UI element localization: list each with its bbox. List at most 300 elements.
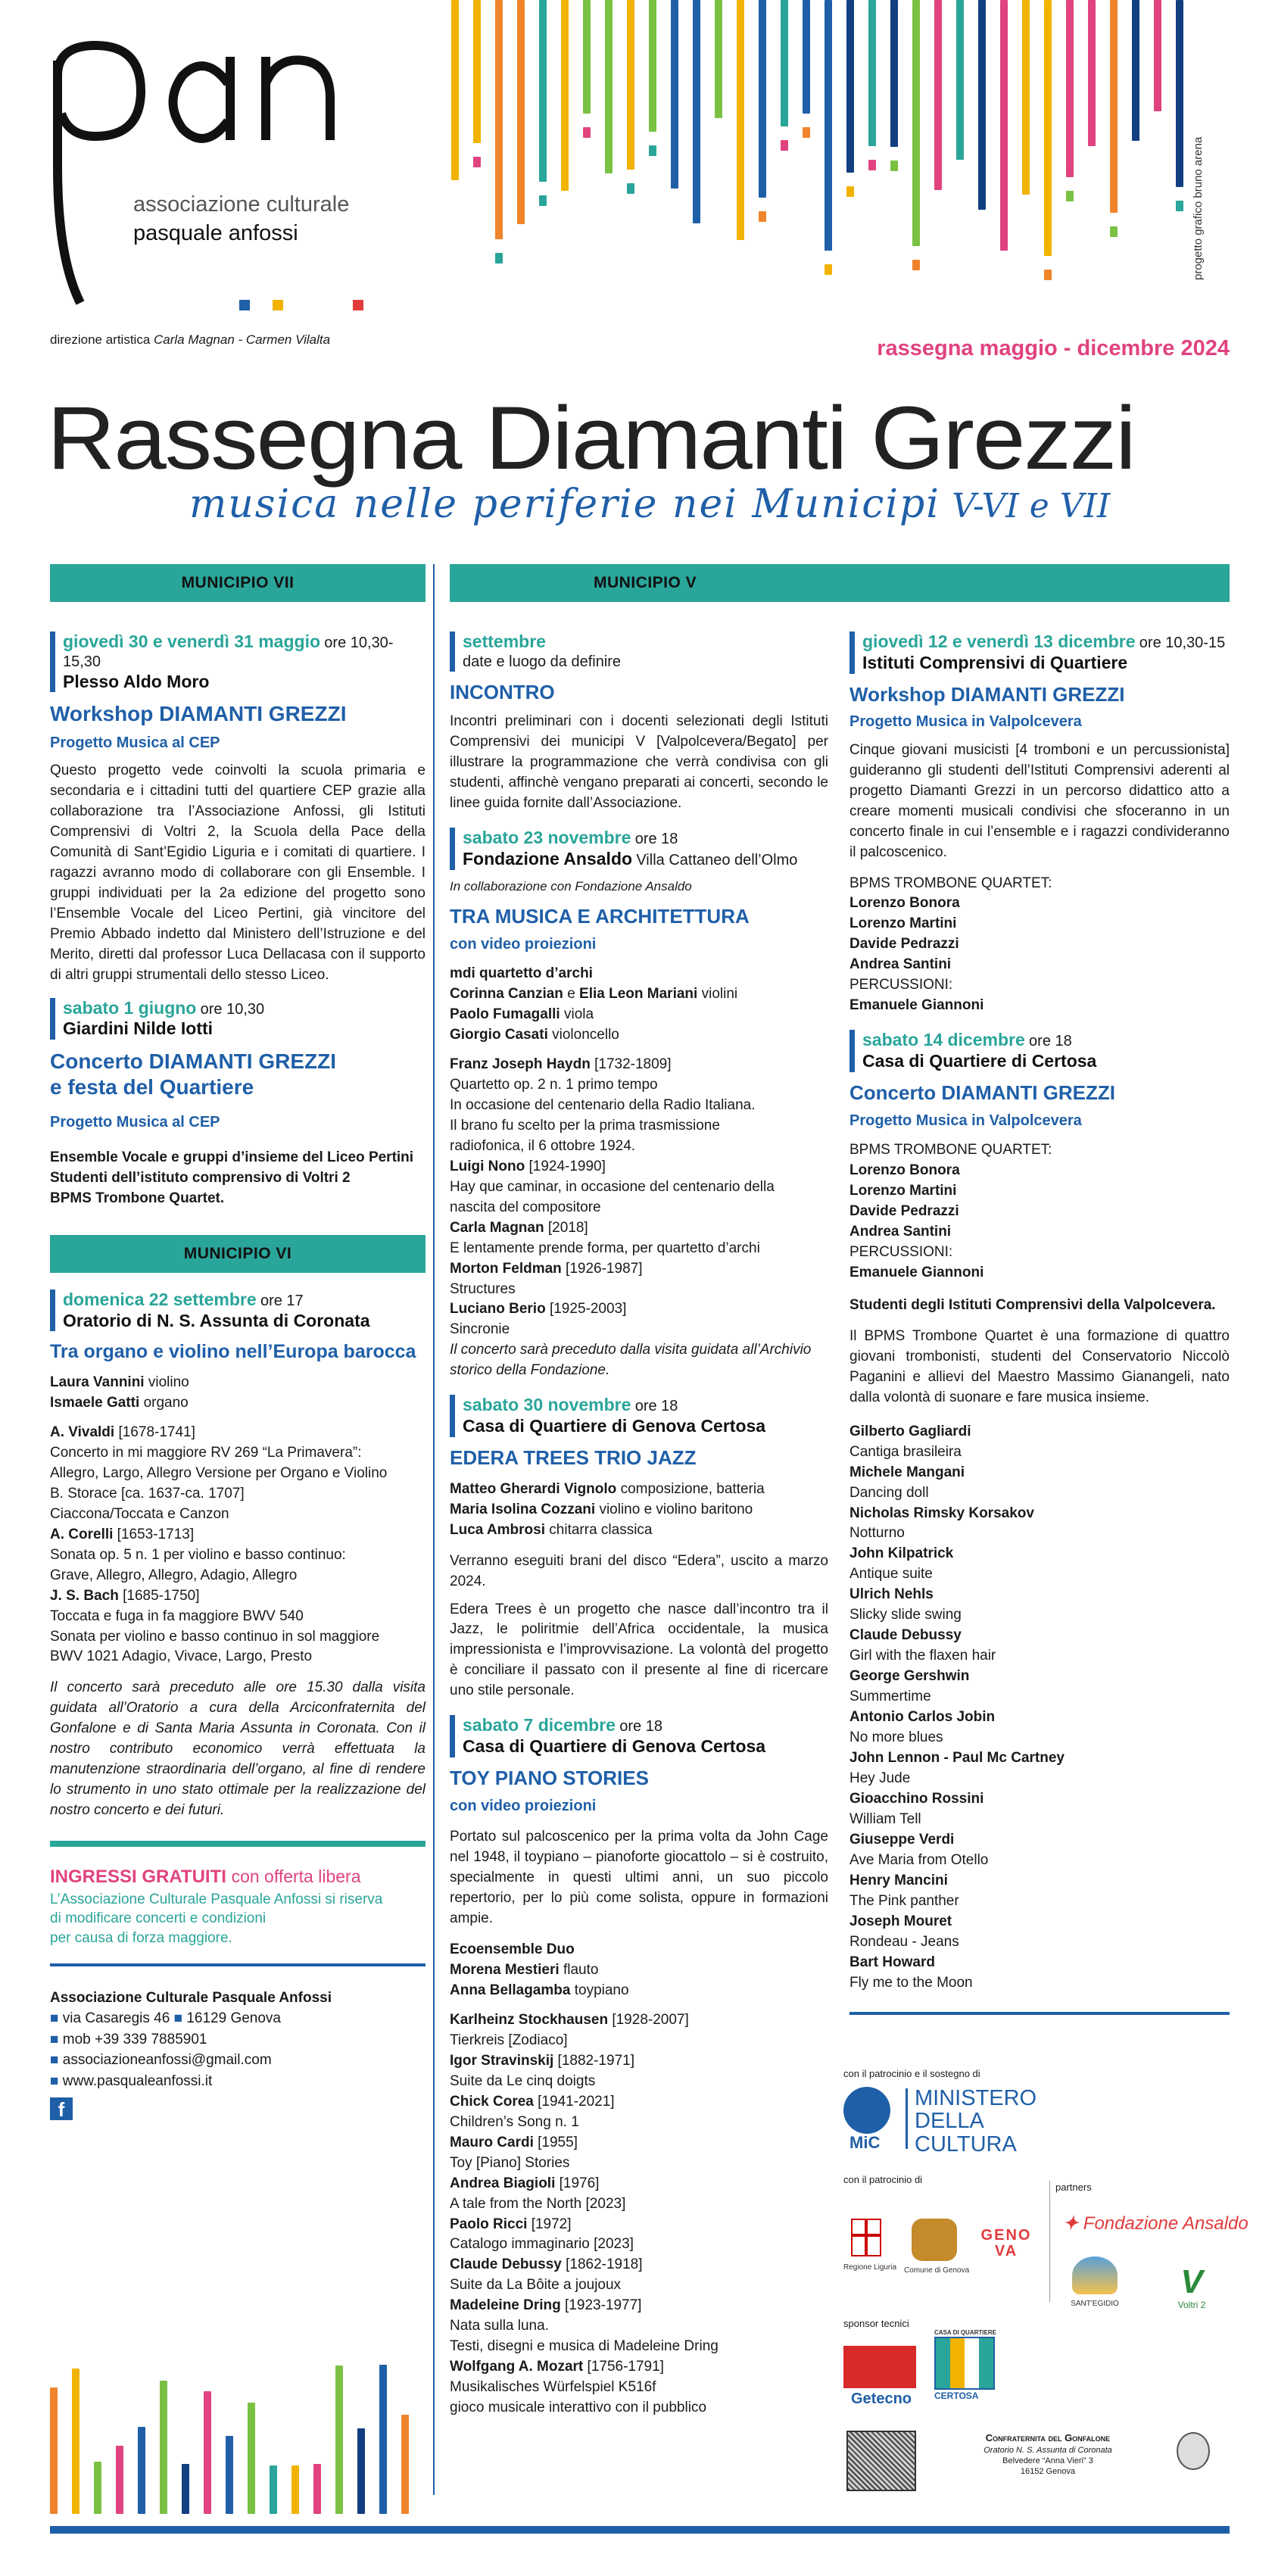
right-column	[849, 621, 1230, 2015]
decorative-stripe	[517, 0, 525, 224]
list-item: Hey Jude	[849, 1770, 911, 1787]
decorative-stripe	[204, 2391, 211, 2514]
composer-name: Lorenzo Bonora	[849, 1162, 960, 1178]
list-item	[849, 893, 1230, 914]
list-item: William Tell	[849, 1811, 921, 1828]
event-toypiano-title: TOY PIANO STORIES	[450, 1766, 649, 1789]
sponsors-divider	[849, 2012, 1230, 2015]
decorative-dot	[890, 161, 898, 171]
composer-years: [1925-2003]	[545, 1301, 627, 1318]
list-item	[450, 2357, 828, 2378]
event-toypiano-text: Portato sul palcoscenico per la prima volta da John Cage nel 1948, il toypiano – pianoforte giocattolo – si è costruito, specialmente in questi ultimi anni, un suo piccolo repertorio, per lo più come solista, oppure in formazioni ampie.	[450, 1829, 828, 1926]
divider-contact	[50, 1963, 426, 1966]
composer-name: Gilberto Gagliardi	[849, 1423, 971, 1439]
fondazione-ansaldo-logo: ✦ Fondazione Ansaldo	[1063, 2213, 1249, 2234]
left-column	[50, 621, 426, 2120]
composer-name: Igor Stravinskij	[450, 2052, 554, 2069]
composer-name: John Kilpatrick	[849, 1545, 954, 1562]
composer-name: Carla Magnan	[450, 1219, 544, 1236]
org-line1: associazione culturale	[133, 192, 350, 217]
event-concerto-certosa-students: Studenti degli Istituti Comprensivi della Valpolcevera.	[849, 1296, 1216, 1313]
decorative-dot	[649, 145, 656, 156]
list-item	[849, 1748, 1230, 1769]
list-item: radiofonica, il 6 ottobre 1924.	[450, 1137, 636, 1154]
event-incontro-title: INCONTRO	[450, 680, 555, 703]
composer-name: Mauro Cardi	[450, 2134, 534, 2150]
composer-name: Joseph Mouret	[849, 1913, 952, 1929]
decorative-dot	[473, 157, 481, 167]
decorative-stripe	[539, 0, 547, 182]
event-workshop-cep-text: Questo progetto vede coinvolti la scuola primaria e secondaria e i cittadini tutti del quartiere CEP grazie alla collaborazione tra l’Associazione Anfossi, gli Istituti Comprensivi di Voltri 2, la Scuola della Pace della Comunità di Sant’Egidio Liguria e i comitati di quartiere. I ragazzi avranno modo di collaborare con gli Ensemble. I gruppi individuati per la 2a edizione del progetto sono l’Ensemble Vocale del Liceo Pertini, già vincitore del Premio Abbado indetto dal Ministero dell’Istruzione e del Merito, diretti dal professor Luca Dellacasa con il supporto di altri gruppi strumentali dello stesso Liceo.	[50, 762, 426, 983]
list-item: Toccata e fuga in fa maggiore BWV 540	[50, 1608, 304, 1624]
event-workshop-cep-sub: Progetto Musica al CEP	[50, 734, 220, 751]
list-item: No more blues	[849, 1729, 943, 1746]
decorative-stripe	[335, 2365, 343, 2514]
composer-name: Bart Howard	[849, 1954, 935, 1970]
list-item: Musikalisches Würfelspiel K516f	[450, 2379, 656, 2396]
decorative-stripe	[1132, 0, 1139, 141]
list-item: Sonata per violino e basso continuo in sol maggiore	[50, 1628, 380, 1645]
list-item	[849, 1161, 1230, 1181]
list-item	[450, 1259, 828, 1280]
decorative-stripe	[94, 2462, 101, 2514]
decorative-stripe	[649, 0, 656, 132]
composer-years: [1756-1791]	[583, 2359, 664, 2375]
middle-column	[450, 621, 828, 2419]
event-organo-program	[50, 1423, 426, 1668]
email-link[interactable]: associazioneanfossi@gmail.com	[62, 2052, 272, 2069]
list-item: nascita del compositore	[450, 1199, 601, 1215]
header-stripes	[451, 0, 1208, 318]
list-item: Cantiga brasileira	[849, 1443, 962, 1460]
decorative-stripe	[737, 0, 744, 240]
list-item	[849, 1544, 1230, 1564]
decorative-stripe	[1066, 0, 1074, 177]
footer-stripes	[50, 2332, 426, 2514]
subtitle-end: V-VI e VII	[952, 487, 1111, 525]
decorative-stripe	[693, 0, 700, 223]
event-architettura-note: Il concerto sarà preceduto dalla visita guidata all’Archivio storico della Fondazione.	[450, 1342, 812, 1379]
list-item: gioco musicale interattivo con il pubblico	[450, 2400, 707, 2416]
list-item	[849, 1222, 1230, 1243]
list-item	[849, 1626, 1230, 1646]
event-toypiano-program	[450, 2010, 828, 2419]
decorative-stripe	[357, 2428, 365, 2514]
list-item: Summertime	[849, 1689, 931, 1705]
decorative-stripe	[890, 0, 898, 147]
composer-name: Luigi Nono	[450, 1158, 525, 1174]
list-item: Sonata op. 5 n. 1 per violino e basso continuo:	[50, 1546, 346, 1563]
decorative-stripe	[495, 0, 503, 239]
list-item: Nata sulla luna.	[450, 2318, 549, 2334]
decorative-stripe	[72, 2369, 79, 2514]
composer-years: [1862-1918]	[561, 2256, 643, 2273]
footer-rule	[50, 2526, 1230, 2534]
composer-name: Karlheinz Stockhausen	[450, 2011, 609, 2028]
list-item: E lentamente prende forma, per quartetto d’archi	[450, 1240, 760, 1256]
event-workshop-cep-date: giovedì 30 e venerdì 31 maggio ore 10,30-15,30 Plesso Aldo Moro	[50, 632, 426, 692]
composer-years: [1678-1741]	[114, 1424, 195, 1440]
event-workshop-cep-title: Workshop DIAMANTI GREZZI	[50, 702, 347, 726]
event-concerto-certosa-performers	[849, 1140, 1230, 1283]
decorative-stripe	[1088, 0, 1096, 146]
decorative-stripe	[605, 0, 613, 173]
event-architettura-program	[450, 1055, 828, 1341]
decorative-dot	[1176, 201, 1183, 211]
phone-link[interactable]: mob +39 339 7885901	[62, 2031, 207, 2047]
event-workshop-valpolcevera-text: Cinque giovani musicisti [4 tromboni e un percussionista] guideranno gli studenti dell’Istituti Comprensivi aderenti al progetto Diamanti Grezzi in un percorso didattico atto a creare momenti musicali condivisi che sfoceranno in un concerto finale in cui l’ensemble e i ragazzi condivideranno il palcoscenico.	[849, 741, 1230, 860]
event-edera-performers: Matteo Gherardi Vignolo composizione, batteria Maria Isolina Cozzani violino e violino baritono Luca Ambrosi chitarra classica	[450, 1480, 765, 1538]
event-edera-date: sabato 30 novembre ore 18 Casa di Quartiere di Genova Certosa	[450, 1395, 828, 1437]
composer-name: J. S. Bach	[50, 1587, 119, 1604]
decorative-stripe	[1110, 0, 1118, 213]
list-item: Children’s Song n. 1	[450, 2113, 579, 2130]
list-item	[450, 2010, 828, 2031]
pan-logo-mark	[50, 30, 376, 318]
list-item	[450, 2296, 828, 2316]
list-item: Tierkreis [Zodiaco]	[450, 2032, 568, 2048]
list-item	[849, 1667, 1230, 1687]
event-workshop-valpolcevera-sub: Progetto Musica in Valpolcevera	[849, 713, 1082, 731]
confraternita-emblem	[1177, 2432, 1210, 2470]
list-item	[849, 914, 1230, 934]
decorative-stripe	[1154, 0, 1161, 111]
list-item	[450, 2092, 828, 2113]
santegidio-logo: SANT'EGIDIO	[1057, 2256, 1133, 2309]
list-item	[450, 2051, 828, 2072]
list-item	[450, 1299, 828, 1320]
list-item: PERCUSSIONI:	[849, 1243, 953, 1260]
event-architettura-sub: con video proiezioni	[450, 935, 597, 953]
main-title: Rassegna Diamanti Grezzi	[47, 388, 1135, 488]
event-organo-performers: Laura Vannini violino Ismaele Gatti organo	[50, 1374, 189, 1411]
free-entry: INGRESSI GRATUITI con offerta libera L’Associazione Culturale Pasquale Anfossi si riserva di modificare concerti e condizioni per causa di forza maggiore.	[50, 1867, 383, 1946]
decorative-stripe	[248, 2403, 255, 2514]
patrocinio-label: con il patrocinio di	[843, 2174, 923, 2185]
list-item	[450, 1218, 828, 1239]
decorative-stripe	[956, 0, 964, 160]
composer-years: [1928-2007]	[608, 2011, 689, 2028]
list-item: A tale from the North [2023]	[450, 2195, 626, 2212]
municipio-vii-banner: MUNICIPIO VII	[50, 564, 426, 602]
decorative-stripe	[978, 0, 986, 210]
composer-name: Franz Joseph Haydn	[450, 1056, 591, 1072]
composer-years: [1923-1977]	[560, 2297, 642, 2314]
composer-name: Paolo Ricci	[450, 2216, 528, 2232]
event-concerto-certosa-program	[849, 1422, 1230, 1994]
composer-name: Madeleine Dring	[450, 2297, 561, 2314]
list-item	[849, 934, 1230, 955]
event-workshop-valpolcevera-title: Workshop DIAMANTI GREZZI	[849, 682, 1125, 706]
composer-name: Lorenzo Martini	[849, 1182, 957, 1199]
list-item	[849, 1504, 1230, 1524]
list-item	[450, 1157, 828, 1177]
list-item: Testi, disegni e musica di Madeleine Dring	[450, 2338, 719, 2355]
composer-name: Gioacchino Rossini	[849, 1791, 984, 1807]
decorative-dot	[627, 183, 634, 194]
event-toypiano-date: sabato 7 dicembre ore 18 Casa di Quartiere di Genova Certosa	[450, 1715, 828, 1757]
decorative-stripe	[1176, 0, 1183, 187]
direction-names: Carla Magnan - Carmen Vilalta	[154, 332, 331, 347]
decorative-stripe	[1022, 0, 1030, 195]
composer-name: A. Corelli	[50, 1526, 114, 1542]
decorative-dot	[1044, 270, 1052, 280]
decorative-dot	[781, 140, 788, 151]
composer-name: Andrea Biagioli	[450, 2175, 556, 2191]
composer-years: [1926-1987]	[561, 1260, 643, 1277]
composer-years: [1976]	[555, 2175, 600, 2191]
partners-label: partners	[1055, 2181, 1092, 2193]
list-item	[50, 1423, 426, 1443]
list-item: Antique suite	[849, 1566, 933, 1583]
event-concerto-cep-title: Concerto DIAMANTI GREZZI e festa del Quartiere	[50, 1049, 336, 1099]
decorative-stripe	[160, 2381, 167, 2514]
genova-logo: GENOVA	[980, 2227, 1032, 2259]
voltri2-logo: V Voltri 2	[1177, 2263, 1206, 2310]
list-item: BWV 1021 Adagio, Vivace, Largo, Presto	[50, 1648, 313, 1665]
list-item: Catalogo immaginario [2023]	[450, 2236, 634, 2253]
composer-years: [1685-1750]	[118, 1587, 200, 1604]
event-incontro-date: settembre date e luogo da definire	[450, 632, 828, 672]
decorative-stripe	[846, 0, 854, 173]
list-item	[849, 1181, 1230, 1202]
decorative-stripe	[715, 0, 722, 118]
decorative-stripe	[627, 0, 634, 170]
decorative-stripe	[671, 0, 678, 189]
composer-years: [1941-2021]	[533, 2093, 615, 2110]
list-item	[849, 1585, 1230, 1605]
list-item: Rondeau - Jeans	[849, 1933, 959, 1950]
event-organo-note: Il concerto sarà preceduto alle ore 15.30 dalla visita guidata all’Oratorio a cura della Arciconfraternita del Gonfalone e di Santa Maria Assunta in Coronata. Con il nostro contributo economico verrà effettuata la manutenzione straordinaria dell’organo, al fine di rendere lo strumento in uno stato ottimale per la realizzazione del nostro concerto e dei futuri.	[50, 1679, 426, 1819]
list-item	[849, 1871, 1230, 1891]
decorative-dot	[803, 127, 810, 138]
decorative-stripe	[825, 0, 832, 251]
decorative-stripe	[226, 2436, 233, 2514]
event-concerto-certosa-text: Il BPMS Trombone Quartet è una formazione di quattro giovani trombonisti, studenti del Conservatorio Niccolò Paganini e allievi del Maestro Massimo Gianangeli, nato dalla volontà di suonare e fare musica insieme.	[849, 1327, 1230, 1405]
event-concerto-cep-sub: Progetto Musica al CEP	[50, 1113, 220, 1131]
list-item: Sincronie	[450, 1321, 510, 1338]
decorative-dot	[759, 211, 766, 222]
decorative-dot	[539, 195, 547, 206]
composer-name: Lorenzo Martini	[849, 915, 957, 932]
list-item: Suite da Le cinq doigts	[450, 2072, 596, 2089]
decorative-dot	[495, 253, 503, 264]
composer-name: Morton Feldman	[450, 1260, 562, 1277]
list-item	[450, 2215, 828, 2235]
list-item: Il brano fu scelto per la prima trasmissione	[450, 1117, 720, 1134]
composer-name: Henry Mancini	[849, 1872, 948, 1888]
season-label: rassegna maggio - dicembre 2024	[877, 336, 1230, 360]
event-concerto-cep-performers: Ensemble Vocale e gruppi d’insieme del Liceo Pertini Studenti dell’istituto comprensivo di Voltri 2 BPMS Trombone Quartet.	[50, 1149, 414, 1206]
composer-name: Ulrich Nehls	[849, 1586, 934, 1603]
designer-credit: progetto grafico bruno arena	[1192, 136, 1205, 280]
column-divider-1	[433, 564, 435, 2495]
list-item: Suite da La Bôite a joujoux	[450, 2277, 622, 2294]
decorative-stripe	[138, 2427, 145, 2514]
list-item: The Pink panther	[849, 1892, 959, 1909]
list-item: Notturno	[849, 1525, 905, 1542]
composer-name: Chick Corea	[450, 2093, 534, 2110]
decorative-stripe	[451, 0, 459, 180]
decorative-stripe	[182, 2464, 189, 2514]
facebook-icon[interactable]: f	[50, 2097, 73, 2120]
list-item	[50, 1525, 426, 1545]
regione-liguria-logo: Regione Liguria	[843, 2219, 889, 2273]
list-item: Slicky slide swing	[849, 1607, 962, 1623]
event-workshop-valpolcevera-date: giovedì 12 e venerdì 13 dicembre ore 10,30-15 Istituti Comprensivi di Quartiere	[849, 632, 1230, 674]
decorative-stripe	[912, 0, 920, 246]
logo-dots	[239, 300, 376, 310]
subtitle-script: musica nelle periferie nei Municipi	[189, 482, 940, 527]
decorative-dot	[583, 127, 591, 138]
decorative-stripe	[379, 2365, 387, 2514]
event-organo-title: Tra organo e violino nell’Europa barocca	[50, 1341, 416, 1363]
composer-name: George Gershwin	[849, 1668, 970, 1685]
decorative-dot	[1110, 226, 1118, 237]
event-edera-title: EDERA TREES TRIO JAZZ	[450, 1445, 697, 1469]
decorative-stripe	[759, 0, 766, 198]
composer-years: [1653-1713]	[113, 1526, 195, 1542]
list-item: Girl with the flaxen hair	[849, 1648, 996, 1664]
list-item: Dancing doll	[849, 1484, 929, 1501]
list-item	[450, 1055, 828, 1075]
composer-name: Antonio Carlos Jobin	[849, 1709, 996, 1726]
artistic-direction: direzione artistica Carla Magnan - Carmen Vilalta	[50, 332, 331, 347]
composer-name: Michele Mangani	[849, 1464, 965, 1480]
website-link[interactable]: www.pasqualeanfossi.it	[62, 2072, 213, 2089]
contact-block: Associazione Culturale Pasquale Anfossi ■ via Casaregis 46 ■ 16129 Genova ■ mob +39 339 7885901 ■ associazioneanfossi@gmail.com ■ www.pasqualeanfossi.it f	[50, 1989, 332, 2122]
composer-years: [1732-1809]	[590, 1056, 672, 1072]
decorative-stripe	[313, 2464, 321, 2514]
event-architettura-performers: mdi quartetto d’archi Corinna Canzian e Elia Leon Mariani violini Paolo Fumagalli viola Giorgio Casati violoncello	[450, 965, 738, 1043]
composer-years: [1972]	[527, 2216, 572, 2232]
decorative-dot	[1066, 191, 1074, 201]
composer-name: Andrea Santini	[849, 1223, 952, 1240]
composer-name: Giuseppe Verdi	[849, 1832, 955, 1848]
decorative-stripe	[1000, 0, 1008, 251]
list-item: Concerto in mi maggiore RV 269 “La Primavera”:	[50, 1444, 362, 1461]
decorative-stripe	[803, 0, 810, 114]
composer-name: John Lennon - Paul Mc Cartney	[849, 1750, 1065, 1767]
list-item	[849, 1912, 1230, 1932]
event-architettura-collab: In collaborazione con Fondazione Ansaldo	[450, 878, 692, 893]
composer-name: Andrea Santini	[849, 956, 952, 973]
composer-years: [1882-1971]	[553, 2052, 634, 2069]
partners-divider	[1049, 2181, 1050, 2302]
list-item	[849, 955, 1230, 975]
getecno-logo: Getecno	[843, 2346, 919, 2409]
composer-years: [2018]	[544, 1219, 588, 1236]
list-item: Hay que caminar, in occasione del centenario della	[450, 1178, 775, 1195]
list-item: Quartetto op. 2 n. 1 primo tempo	[450, 1076, 658, 1093]
decorative-stripe	[1044, 0, 1052, 256]
composer-name: Claude Debussy	[450, 2256, 562, 2273]
list-item: Ave Maria from Otello	[849, 1851, 989, 1868]
event-edera-text1: Verranno eseguiti brani del disco “Edera”, uscito a marzo 2024.	[450, 1552, 828, 1589]
decorative-stripe	[401, 2415, 409, 2514]
composer-years: [1955]	[533, 2134, 578, 2150]
org-line2: pasquale anfossi	[133, 221, 298, 245]
comune-genova-logo: Comune di Genova	[904, 2219, 965, 2276]
event-concerto-certosa-title: Concerto DIAMANTI GREZZI	[849, 1081, 1115, 1104]
list-item	[849, 1463, 1230, 1483]
confraternita-text: Confraternita del Gonfalone Oratorio N. S. Assunta di Coronata Belvedere “Anna Vieri” 3 16152 Genova	[984, 2432, 1112, 2477]
composer-name: Wolfgang A. Mozart	[450, 2359, 584, 2375]
composer-name: Lorenzo Bonora	[849, 895, 960, 912]
decorative-stripe	[50, 2387, 58, 2514]
event-architettura-date: sabato 23 novembre ore 18 Fondazione Ansaldo Villa Cattaneo dell’Olmo	[450, 828, 828, 870]
subtitle	[189, 477, 1110, 533]
decorative-stripe	[270, 2465, 277, 2514]
casa-quartiere-logo: CASA DI QUARTIERE CERTOSA	[934, 2329, 996, 2402]
decorative-dot	[825, 264, 832, 275]
composer-name: Luciano Berio	[450, 1301, 546, 1318]
decorative-dot	[912, 260, 920, 270]
composer-name: Davide Pedrazzi	[849, 1202, 959, 1219]
list-item: B. Storace [ca. 1637-ca. 1707]	[50, 1485, 245, 1502]
decorative-stripe	[781, 0, 788, 126]
list-item: Toy [Piano] Stories	[450, 2154, 570, 2171]
list-item	[849, 1202, 1230, 1222]
list-item: BPMS TROMBONE QUARTET:	[849, 1142, 1052, 1158]
event-edera-text2: Edera Trees è un progetto che nasce dall’incontro tra il Jazz, le poliritmie dell’Africa occidentale, la musica impressionista e l’improvvisazione. La volontà del progetto è conciliare il passato con il presente al fine di ricercare uno stile personale.	[450, 1601, 828, 1699]
list-item	[849, 1263, 1230, 1283]
composer-name: Davide Pedrazzi	[849, 936, 959, 953]
event-organo-date: domenica 22 settembre ore 17 Oratorio di N. S. Assunta di Coronata	[50, 1290, 426, 1332]
confraternita-seal	[846, 2431, 916, 2491]
decorative-stripe	[116, 2446, 123, 2514]
list-item: Structures	[450, 1280, 516, 1297]
decorative-dot	[868, 160, 876, 170]
list-item: BPMS TROMBONE QUARTET:	[849, 875, 1052, 891]
composer-years: [1924-1990]	[525, 1158, 606, 1174]
event-architettura-title: TRA MUSICA E ARCHITETTURA	[450, 904, 750, 928]
decorative-stripe	[934, 0, 942, 190]
list-item	[849, 1830, 1230, 1851]
composer-name: Emanuele Giannoni	[849, 1264, 984, 1280]
event-toypiano-performers: Ecoensemble Duo Morena Mestieri flauto Anna Bellagamba toypiano	[450, 1941, 629, 1998]
municipio-vi-banner: MUNICIPIO VI	[50, 1235, 426, 1273]
event-incontro-text: Incontri preliminari con i docenti selezionati degli Istituti Comprensivi dei municipi V [Valpolcevera/Begato] per illustrare la programmazione che verrà condivisa con gli studenti, affinchè vengano preparati ai concerti, secondo le linee guida fornite dall’Associazione.	[450, 713, 828, 812]
composer-name: Emanuele Giannoni	[849, 997, 984, 1014]
event-toypiano-sub: con video proiezioni	[450, 1797, 597, 1814]
divider-free	[50, 1841, 426, 1847]
decorative-stripe	[561, 0, 569, 191]
event-workshop-valpolcevera-performers	[849, 874, 1230, 1017]
sponsors-block	[843, 2067, 1249, 2491]
decorative-stripe	[473, 0, 481, 143]
list-item	[450, 2255, 828, 2275]
composer-name: A. Vivaldi	[50, 1424, 115, 1440]
list-item	[849, 1789, 1230, 1810]
list-item: Allegro, Largo, Allegro Versione per Organo e Violino	[50, 1464, 388, 1481]
composer-name: Nicholas Rimsky Korsakov	[849, 1505, 1034, 1521]
list-item	[849, 996, 1230, 1016]
list-item: Grave, Allegro, Allegro, Adagio, Allegro	[50, 1567, 298, 1583]
list-item: Fly me to the Moon	[849, 1974, 973, 1991]
list-item	[450, 2174, 828, 2194]
list-item	[849, 1707, 1230, 1728]
decorative-dot	[846, 186, 854, 197]
mic-logo: MiC MINISTERO DELLA CULTURA	[843, 2087, 1071, 2155]
event-concerto-cep-date: sabato 1 giugno ore 10,30 Giardini Nilde Iotti	[50, 998, 426, 1040]
list-item: PERCUSSIONI:	[849, 977, 953, 993]
list-item	[849, 1422, 1230, 1442]
list-item: In occasione del centenario della Radio Italiana.	[450, 1096, 756, 1113]
list-item	[849, 1953, 1230, 1973]
list-item	[450, 2133, 828, 2153]
event-concerto-certosa-sub: Progetto Musica in Valpolcevera	[849, 1112, 1082, 1129]
